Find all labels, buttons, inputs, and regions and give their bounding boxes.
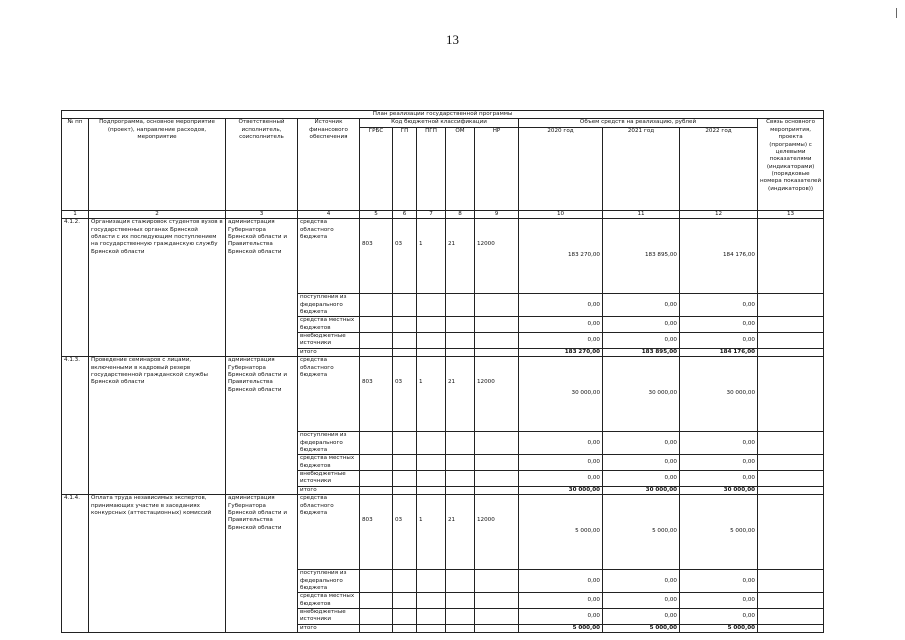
source-federal: поступления из федерального бюджета xyxy=(298,294,360,317)
code-empty xyxy=(475,333,519,349)
code-empty xyxy=(417,432,446,455)
column-number: 10 xyxy=(519,210,603,218)
indicator-link xyxy=(758,486,824,494)
code-empty xyxy=(360,593,393,609)
amount-total-2020: 5 000,00 xyxy=(519,624,603,632)
source-extra: внебюджетные источники xyxy=(298,471,360,487)
table-row xyxy=(62,495,824,570)
code-empty xyxy=(475,432,519,455)
amount-federal-2020: 0,00 xyxy=(519,294,603,317)
amount-regional-2020: 183 270,00 xyxy=(519,219,603,294)
column-number-row xyxy=(62,210,824,218)
code-empty xyxy=(393,609,417,625)
amount-regional-2020: 5 000,00 xyxy=(519,495,603,570)
code-empty xyxy=(360,570,393,593)
code-nr: 12000 xyxy=(475,357,519,432)
source-extra: внебюджетные источники xyxy=(298,609,360,625)
column-number: 7 xyxy=(417,210,446,218)
amount-total-2020: 30 000,00 xyxy=(519,486,603,494)
header-row-groups xyxy=(62,119,824,127)
code-empty xyxy=(475,624,519,632)
amount-local-2020: 0,00 xyxy=(519,317,603,333)
code-empty xyxy=(393,471,417,487)
amount-extra-2020: 0,00 xyxy=(519,333,603,349)
amount-federal-2020: 0,00 xyxy=(519,432,603,455)
code-empty xyxy=(360,317,393,333)
code-empty xyxy=(417,348,446,356)
indicator-link xyxy=(758,432,824,455)
edge-mark xyxy=(896,8,897,18)
code-empty xyxy=(446,593,475,609)
indicator-link xyxy=(758,348,824,356)
amount-extra-2022: 0,00 xyxy=(680,333,758,349)
code-empty xyxy=(360,471,393,487)
executor: администрация Губернатора Брянской области и Правительства Брянской области xyxy=(226,495,298,633)
code-empty xyxy=(417,333,446,349)
amount-regional-2022: 184 176,00 xyxy=(680,219,758,294)
column-number: 2 xyxy=(89,210,226,218)
amount-total-2020: 183 270,00 xyxy=(519,348,603,356)
header-link: Связь основного мероприятия, проекта (программы) с целевыми показателями (индикаторами) (порядковые номера показателей (индикаторов)) xyxy=(758,119,824,210)
indicator-link xyxy=(758,495,824,570)
amount-federal-2022: 0,00 xyxy=(680,294,758,317)
code-nr: 12000 xyxy=(475,495,519,570)
code-pgp: 1 xyxy=(417,357,446,432)
code-empty xyxy=(446,294,475,317)
code-empty xyxy=(417,294,446,317)
amount-local-2021: 0,00 xyxy=(603,455,680,471)
executor: администрация Губернатора Брянской области и Правительства Брянской области xyxy=(226,219,298,357)
amount-regional-2021: 5 000,00 xyxy=(603,495,680,570)
code-empty xyxy=(360,455,393,471)
header-2022: 2022 год xyxy=(680,127,758,210)
code-empty xyxy=(393,570,417,593)
page-number: 13 xyxy=(446,32,459,47)
code-gp: 03 xyxy=(393,495,417,570)
code-empty xyxy=(417,455,446,471)
column-number: 12 xyxy=(680,210,758,218)
source-regional: средства областного бюджета xyxy=(298,495,360,570)
code-grbs: 803 xyxy=(360,219,393,294)
header-gp: ГП xyxy=(393,127,417,210)
header-om: ОМ xyxy=(446,127,475,210)
amount-extra-2022: 0,00 xyxy=(680,471,758,487)
amount-local-2020: 0,00 xyxy=(519,593,603,609)
amount-extra-2022: 0,00 xyxy=(680,609,758,625)
source-local: средства местных бюджетов xyxy=(298,317,360,333)
table-row xyxy=(62,219,824,294)
source-regional: средства областного бюджета xyxy=(298,219,360,294)
code-empty xyxy=(446,570,475,593)
amount-regional-2020: 30 000,00 xyxy=(519,357,603,432)
column-number: 13 xyxy=(758,210,824,218)
code-empty xyxy=(446,471,475,487)
code-empty xyxy=(360,294,393,317)
executor: администрация Губернатора Брянской области и Правительства Брянской области xyxy=(226,357,298,495)
amount-federal-2020: 0,00 xyxy=(519,570,603,593)
code-empty xyxy=(393,294,417,317)
header-2020: 2020 год xyxy=(519,127,603,210)
header-amount: Объем средств на реализацию, рублей xyxy=(519,119,758,127)
activity-name: Организация стажировок студентов вузов в государственных органах Брянской области с их последующим поступлением на государственную гражданскую службу Брянской области xyxy=(89,219,226,357)
code-empty xyxy=(393,333,417,349)
indicator-link xyxy=(758,333,824,349)
column-number: 9 xyxy=(475,210,519,218)
amount-federal-2021: 0,00 xyxy=(603,432,680,455)
column-number: 11 xyxy=(603,210,680,218)
code-empty xyxy=(417,570,446,593)
code-pgp: 1 xyxy=(417,219,446,294)
indicator-link xyxy=(758,219,824,294)
code-empty xyxy=(360,333,393,349)
amount-total-2021: 183 895,00 xyxy=(603,348,680,356)
header-pgp: ПГП xyxy=(417,127,446,210)
table-row xyxy=(62,357,824,432)
code-nr: 12000 xyxy=(475,219,519,294)
code-empty xyxy=(475,593,519,609)
row-number: 4.1.4. xyxy=(62,495,89,633)
source-total: итого xyxy=(298,348,360,356)
indicator-link xyxy=(758,570,824,593)
source-extra: внебюджетные источники xyxy=(298,333,360,349)
code-empty xyxy=(417,624,446,632)
activity-name: Проведение семинаров с лицами, включенными в кадровый резерв государственной гражданской службы Брянской области xyxy=(89,357,226,495)
code-grbs: 803 xyxy=(360,495,393,570)
header-2021: 2021 год xyxy=(603,127,680,210)
amount-local-2022: 0,00 xyxy=(680,317,758,333)
plan-table xyxy=(61,110,824,633)
amount-regional-2022: 5 000,00 xyxy=(680,495,758,570)
source-federal: поступления из федерального бюджета xyxy=(298,570,360,593)
code-grbs: 803 xyxy=(360,357,393,432)
activity-name: Оплата труда независимых экспертов, принимающих участие в заседаниях конкурсных (аттестационных) комиссий xyxy=(89,495,226,633)
indicator-link xyxy=(758,471,824,487)
amount-total-2021: 5 000,00 xyxy=(603,624,680,632)
code-empty xyxy=(393,593,417,609)
code-gp: 03 xyxy=(393,357,417,432)
code-empty xyxy=(360,486,393,494)
indicator-link xyxy=(758,455,824,471)
code-empty xyxy=(393,624,417,632)
amount-federal-2021: 0,00 xyxy=(603,570,680,593)
amount-regional-2021: 30 000,00 xyxy=(603,357,680,432)
code-empty xyxy=(446,624,475,632)
amount-local-2022: 0,00 xyxy=(680,593,758,609)
code-empty xyxy=(446,333,475,349)
code-empty xyxy=(475,455,519,471)
code-empty xyxy=(475,486,519,494)
source-local: средства местных бюджетов xyxy=(298,593,360,609)
source-total: итого xyxy=(298,624,360,632)
code-empty xyxy=(446,432,475,455)
table-banner: План реализации государственной программы xyxy=(62,111,824,119)
amount-extra-2021: 0,00 xyxy=(603,333,680,349)
amount-total-2022: 5 000,00 xyxy=(680,624,758,632)
code-empty xyxy=(446,455,475,471)
code-empty xyxy=(417,486,446,494)
amount-total-2022: 184 176,00 xyxy=(680,348,758,356)
source-regional: средства областного бюджета xyxy=(298,357,360,432)
amount-federal-2021: 0,00 xyxy=(603,294,680,317)
header-name: Подпрограмма, основное мероприятие (проект), направление расходов, мероприятие xyxy=(89,119,226,210)
code-empty xyxy=(417,471,446,487)
code-empty xyxy=(446,348,475,356)
amount-total-2021: 30 000,00 xyxy=(603,486,680,494)
column-number: 5 xyxy=(360,210,393,218)
code-empty xyxy=(393,486,417,494)
code-om: 21 xyxy=(446,357,475,432)
code-gp: 03 xyxy=(393,219,417,294)
amount-extra-2021: 0,00 xyxy=(603,471,680,487)
code-empty xyxy=(446,486,475,494)
header-executor: Ответственный исполнитель, соисполнитель xyxy=(226,119,298,210)
code-empty xyxy=(475,609,519,625)
header-nr: НР xyxy=(475,127,519,210)
amount-regional-2021: 183 895,00 xyxy=(603,219,680,294)
amount-extra-2020: 0,00 xyxy=(519,609,603,625)
code-empty xyxy=(417,609,446,625)
amount-total-2022: 30 000,00 xyxy=(680,486,758,494)
indicator-link xyxy=(758,593,824,609)
code-empty xyxy=(417,317,446,333)
amount-local-2021: 0,00 xyxy=(603,593,680,609)
row-number: 4.1.2. xyxy=(62,219,89,357)
indicator-link xyxy=(758,609,824,625)
amount-extra-2021: 0,00 xyxy=(603,609,680,625)
indicator-link xyxy=(758,624,824,632)
indicator-link xyxy=(758,294,824,317)
amount-federal-2022: 0,00 xyxy=(680,570,758,593)
code-empty xyxy=(360,348,393,356)
column-number: 3 xyxy=(226,210,298,218)
indicator-link xyxy=(758,357,824,432)
header-grbs: ГРБС xyxy=(360,127,393,210)
source-federal: поступления из федерального бюджета xyxy=(298,432,360,455)
code-empty xyxy=(446,317,475,333)
column-number: 4 xyxy=(298,210,360,218)
code-empty xyxy=(475,471,519,487)
source-total: итого xyxy=(298,486,360,494)
code-empty xyxy=(393,432,417,455)
row-number: 4.1.3. xyxy=(62,357,89,495)
header-no: № пп xyxy=(62,119,89,210)
amount-regional-2022: 30 000,00 xyxy=(680,357,758,432)
amount-extra-2020: 0,00 xyxy=(519,471,603,487)
code-empty xyxy=(360,624,393,632)
header-source: Источник финансового обеспечения xyxy=(298,119,360,210)
column-number: 8 xyxy=(446,210,475,218)
code-empty xyxy=(360,432,393,455)
code-empty xyxy=(360,609,393,625)
indicator-link xyxy=(758,317,824,333)
amount-local-2020: 0,00 xyxy=(519,455,603,471)
code-empty xyxy=(475,570,519,593)
column-number: 1 xyxy=(62,210,89,218)
column-number: 6 xyxy=(393,210,417,218)
code-empty xyxy=(475,348,519,356)
code-empty xyxy=(417,593,446,609)
code-empty xyxy=(475,294,519,317)
header-budget-code: Код бюджетной классификации xyxy=(360,119,519,127)
amount-federal-2022: 0,00 xyxy=(680,432,758,455)
code-empty xyxy=(446,609,475,625)
code-om: 21 xyxy=(446,495,475,570)
code-pgp: 1 xyxy=(417,495,446,570)
code-empty xyxy=(393,348,417,356)
amount-local-2021: 0,00 xyxy=(603,317,680,333)
amount-local-2022: 0,00 xyxy=(680,455,758,471)
source-local: средства местных бюджетов xyxy=(298,455,360,471)
code-empty xyxy=(393,455,417,471)
code-empty xyxy=(475,317,519,333)
code-empty xyxy=(393,317,417,333)
code-om: 21 xyxy=(446,219,475,294)
table-banner-row xyxy=(62,111,824,119)
